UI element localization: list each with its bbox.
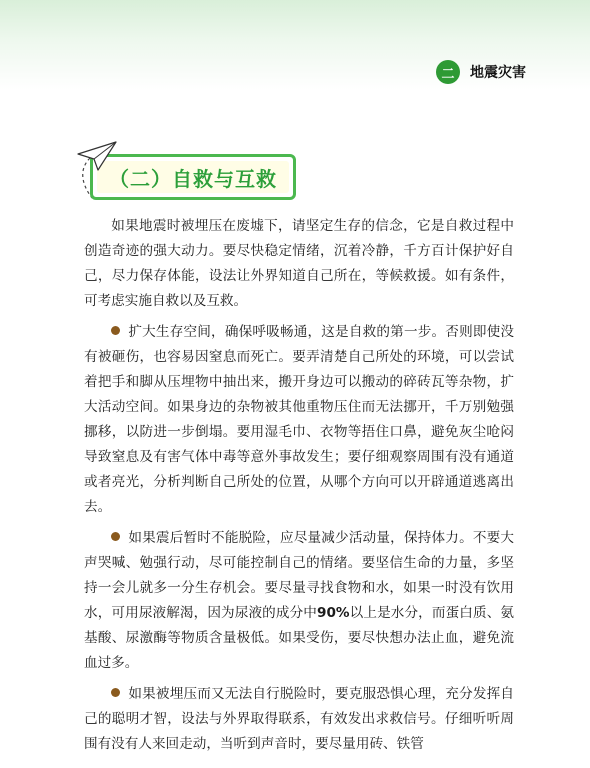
section-title: （二）自救与互救 <box>109 166 277 191</box>
paragraph-text-a: 不要大声哭喊、勉强行动，尽可能控制自己的情绪。要坚信生命的力量，多坚持一会儿就多一分生存机会。要尽量寻找食物和水，如果一时没有饮用水，可用尿液解渴，因为尿液的成分中 <box>84 530 515 621</box>
paragraph-lead: 扩大生存空间，确保呼吸畅通，这是自救的第一步。 <box>128 324 446 340</box>
section-heading <box>76 140 296 204</box>
paragraph-bullet-3 <box>84 682 514 757</box>
paragraph-text-b: 以上是水分，而蛋白质、氨基酸、尿激酶等物质含量极低。如果受伤，要尽快想办法止血，避免流血过多。 <box>84 605 515 671</box>
section-banner <box>90 154 296 200</box>
paragraph-text: 如果地震时被埋压在废墟下，请坚定生存的信念，它是自救过程中创造奇迹的强大动力。要尽快稳定情绪，沉着冷静，千方百计保护好自己，尽力保存体能，设法让外界知道自己所在，等候救援。如有条件，可考虑实施自救以及互救。 <box>84 218 514 309</box>
bullet-dot-icon <box>111 688 120 697</box>
percentage-value: 90% <box>317 605 350 621</box>
section-banner-inner <box>97 161 289 193</box>
bullet-dot-icon <box>111 326 120 335</box>
chapter-number-badge: 二 <box>436 60 460 84</box>
paragraph-intro <box>84 214 514 314</box>
paragraph-bullet-1 <box>84 320 514 520</box>
paragraph-text: 充分发挥自己的聪明才智，设法与外界取得联系，有效发出求救信号。仔细听听周围有没有人来回走动，当听到声音时，要尽量用砖、铁管 <box>84 686 515 752</box>
paragraph-lead: 如果被埋压而又无法自行脱险时，要克服恐惧心理， <box>128 686 446 702</box>
paragraph-text: 否则即使没有被砸伤，也容易因窒息而死亡。要弄清楚自己所处的环境，可以尝试着把手和脚从压埋物中抽出来，搬开身边可以搬动的碎砖瓦等杂物，扩大活动空间。如果身边的杂物被其他重物压住而无法挪开，千万别勉强挪移，以防进一步倒塌。要用湿毛巾、衣物等捂住口鼻，避免灰尘呛闷导致窒息及有害气体中毒等意外事故发生；要仔细观察周围有没有通道或者亮光，分析判断自己所处的位置，从哪个方向可以开辟通道逃离出去。 <box>84 324 515 515</box>
body-text <box>84 214 514 763</box>
bullet-dot-icon <box>111 532 120 541</box>
chapter-title: 地震灾害 <box>470 65 526 81</box>
paragraph-bullet-2 <box>84 526 514 676</box>
paragraph-lead: 如果震后暂时不能脱险，应尽量减少活动量，保持体力。 <box>128 530 473 546</box>
paper-plane-icon <box>76 140 118 172</box>
chapter-header <box>436 60 526 84</box>
